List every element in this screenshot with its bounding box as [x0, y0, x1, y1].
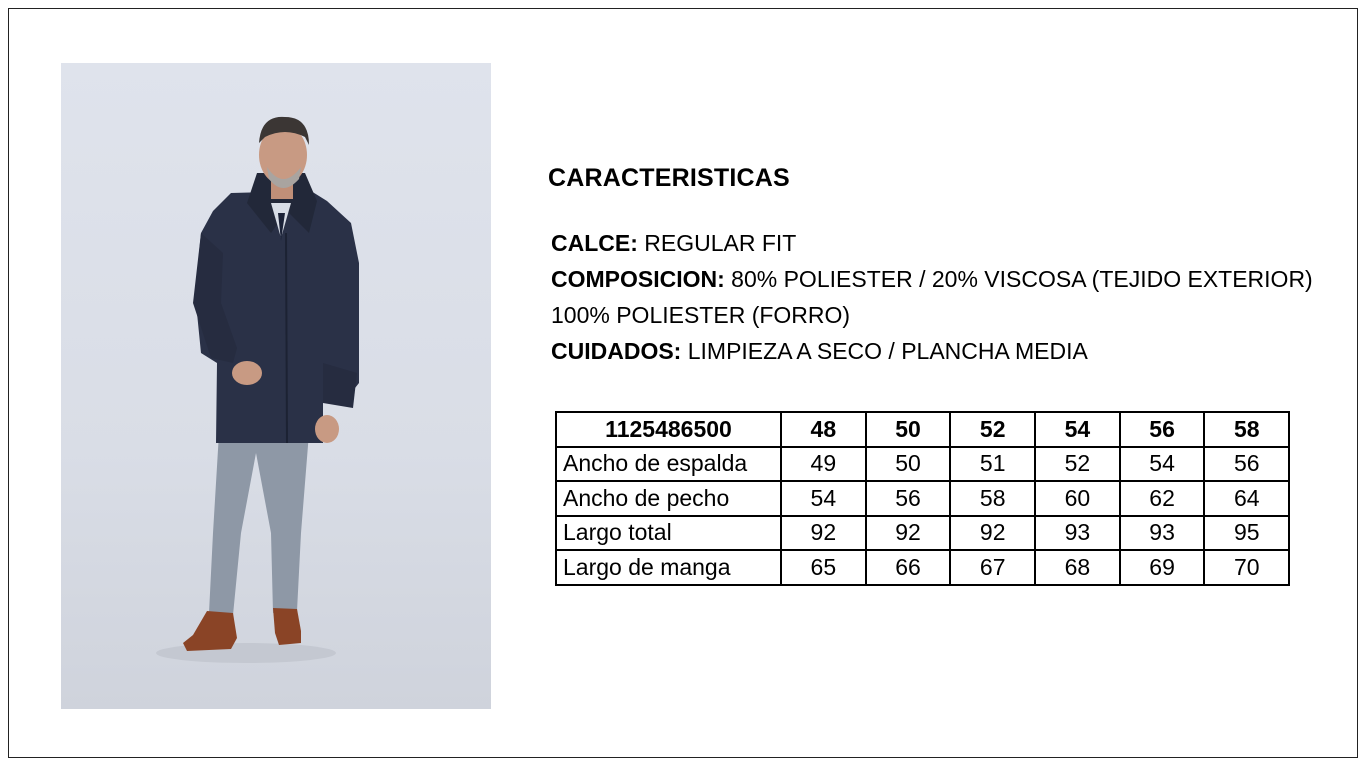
- size-header-row: [556, 412, 1289, 447]
- table-cell: 93: [1035, 516, 1120, 551]
- table-cell: 56: [866, 481, 951, 516]
- table-cell: 68: [1035, 550, 1120, 585]
- composition-row: [551, 261, 1313, 297]
- section-title: CARACTERISTICAS: [548, 164, 790, 192]
- table-cell: 51: [950, 447, 1035, 482]
- product-code: 1125486500: [556, 412, 781, 447]
- table-cell: 49: [781, 447, 866, 482]
- row-label: Largo total: [556, 516, 781, 551]
- care-value: LIMPIEZA A SECO / PLANCHA MEDIA: [681, 338, 1088, 364]
- care-label: CUIDADOS:: [551, 338, 682, 364]
- table-cell: 92: [781, 516, 866, 551]
- table-cell: 50: [866, 447, 951, 482]
- table-row: [556, 516, 1289, 551]
- table-row: [556, 550, 1289, 585]
- size-header: 52: [950, 412, 1035, 447]
- table-cell: 64: [1204, 481, 1289, 516]
- table-cell: 52: [1035, 447, 1120, 482]
- size-header: 50: [866, 412, 951, 447]
- care-row: [551, 333, 1313, 369]
- row-label: Largo de manga: [556, 550, 781, 585]
- table-cell: 95: [1204, 516, 1289, 551]
- size-header: 48: [781, 412, 866, 447]
- table-cell: 67: [950, 550, 1035, 585]
- composition-label: COMPOSICION:: [551, 266, 725, 292]
- table-cell: 62: [1120, 481, 1205, 516]
- product-photo: [61, 63, 491, 709]
- table-cell: 92: [950, 516, 1035, 551]
- table-cell: 54: [781, 481, 866, 516]
- table-cell: 69: [1120, 550, 1205, 585]
- fit-value: REGULAR FIT: [637, 230, 797, 256]
- table-cell: 56: [1204, 447, 1289, 482]
- lining-row: 100% POLIESTER (FORRO): [551, 302, 851, 328]
- model-figure: [61, 63, 491, 709]
- table-cell: 92: [866, 516, 951, 551]
- table-cell: 93: [1120, 516, 1205, 551]
- table-cell: 66: [866, 550, 951, 585]
- specs-block: [551, 225, 1313, 369]
- table-cell: 58: [950, 481, 1035, 516]
- fit-row: [551, 225, 1313, 261]
- size-table: [555, 411, 1290, 586]
- table-cell: 70: [1204, 550, 1289, 585]
- table-row: [556, 447, 1289, 482]
- size-header: 54: [1035, 412, 1120, 447]
- size-header: 58: [1204, 412, 1289, 447]
- fit-label: CALCE:: [551, 230, 638, 256]
- row-label: Ancho de pecho: [556, 481, 781, 516]
- table-cell: 54: [1120, 447, 1205, 482]
- table-row: [556, 481, 1289, 516]
- size-header: 56: [1120, 412, 1205, 447]
- table-cell: 60: [1035, 481, 1120, 516]
- table-cell: 65: [781, 550, 866, 585]
- row-label: Ancho de espalda: [556, 447, 781, 482]
- composition-value: 80% POLIESTER / 20% VISCOSA (TEJIDO EXTERIOR): [724, 266, 1313, 292]
